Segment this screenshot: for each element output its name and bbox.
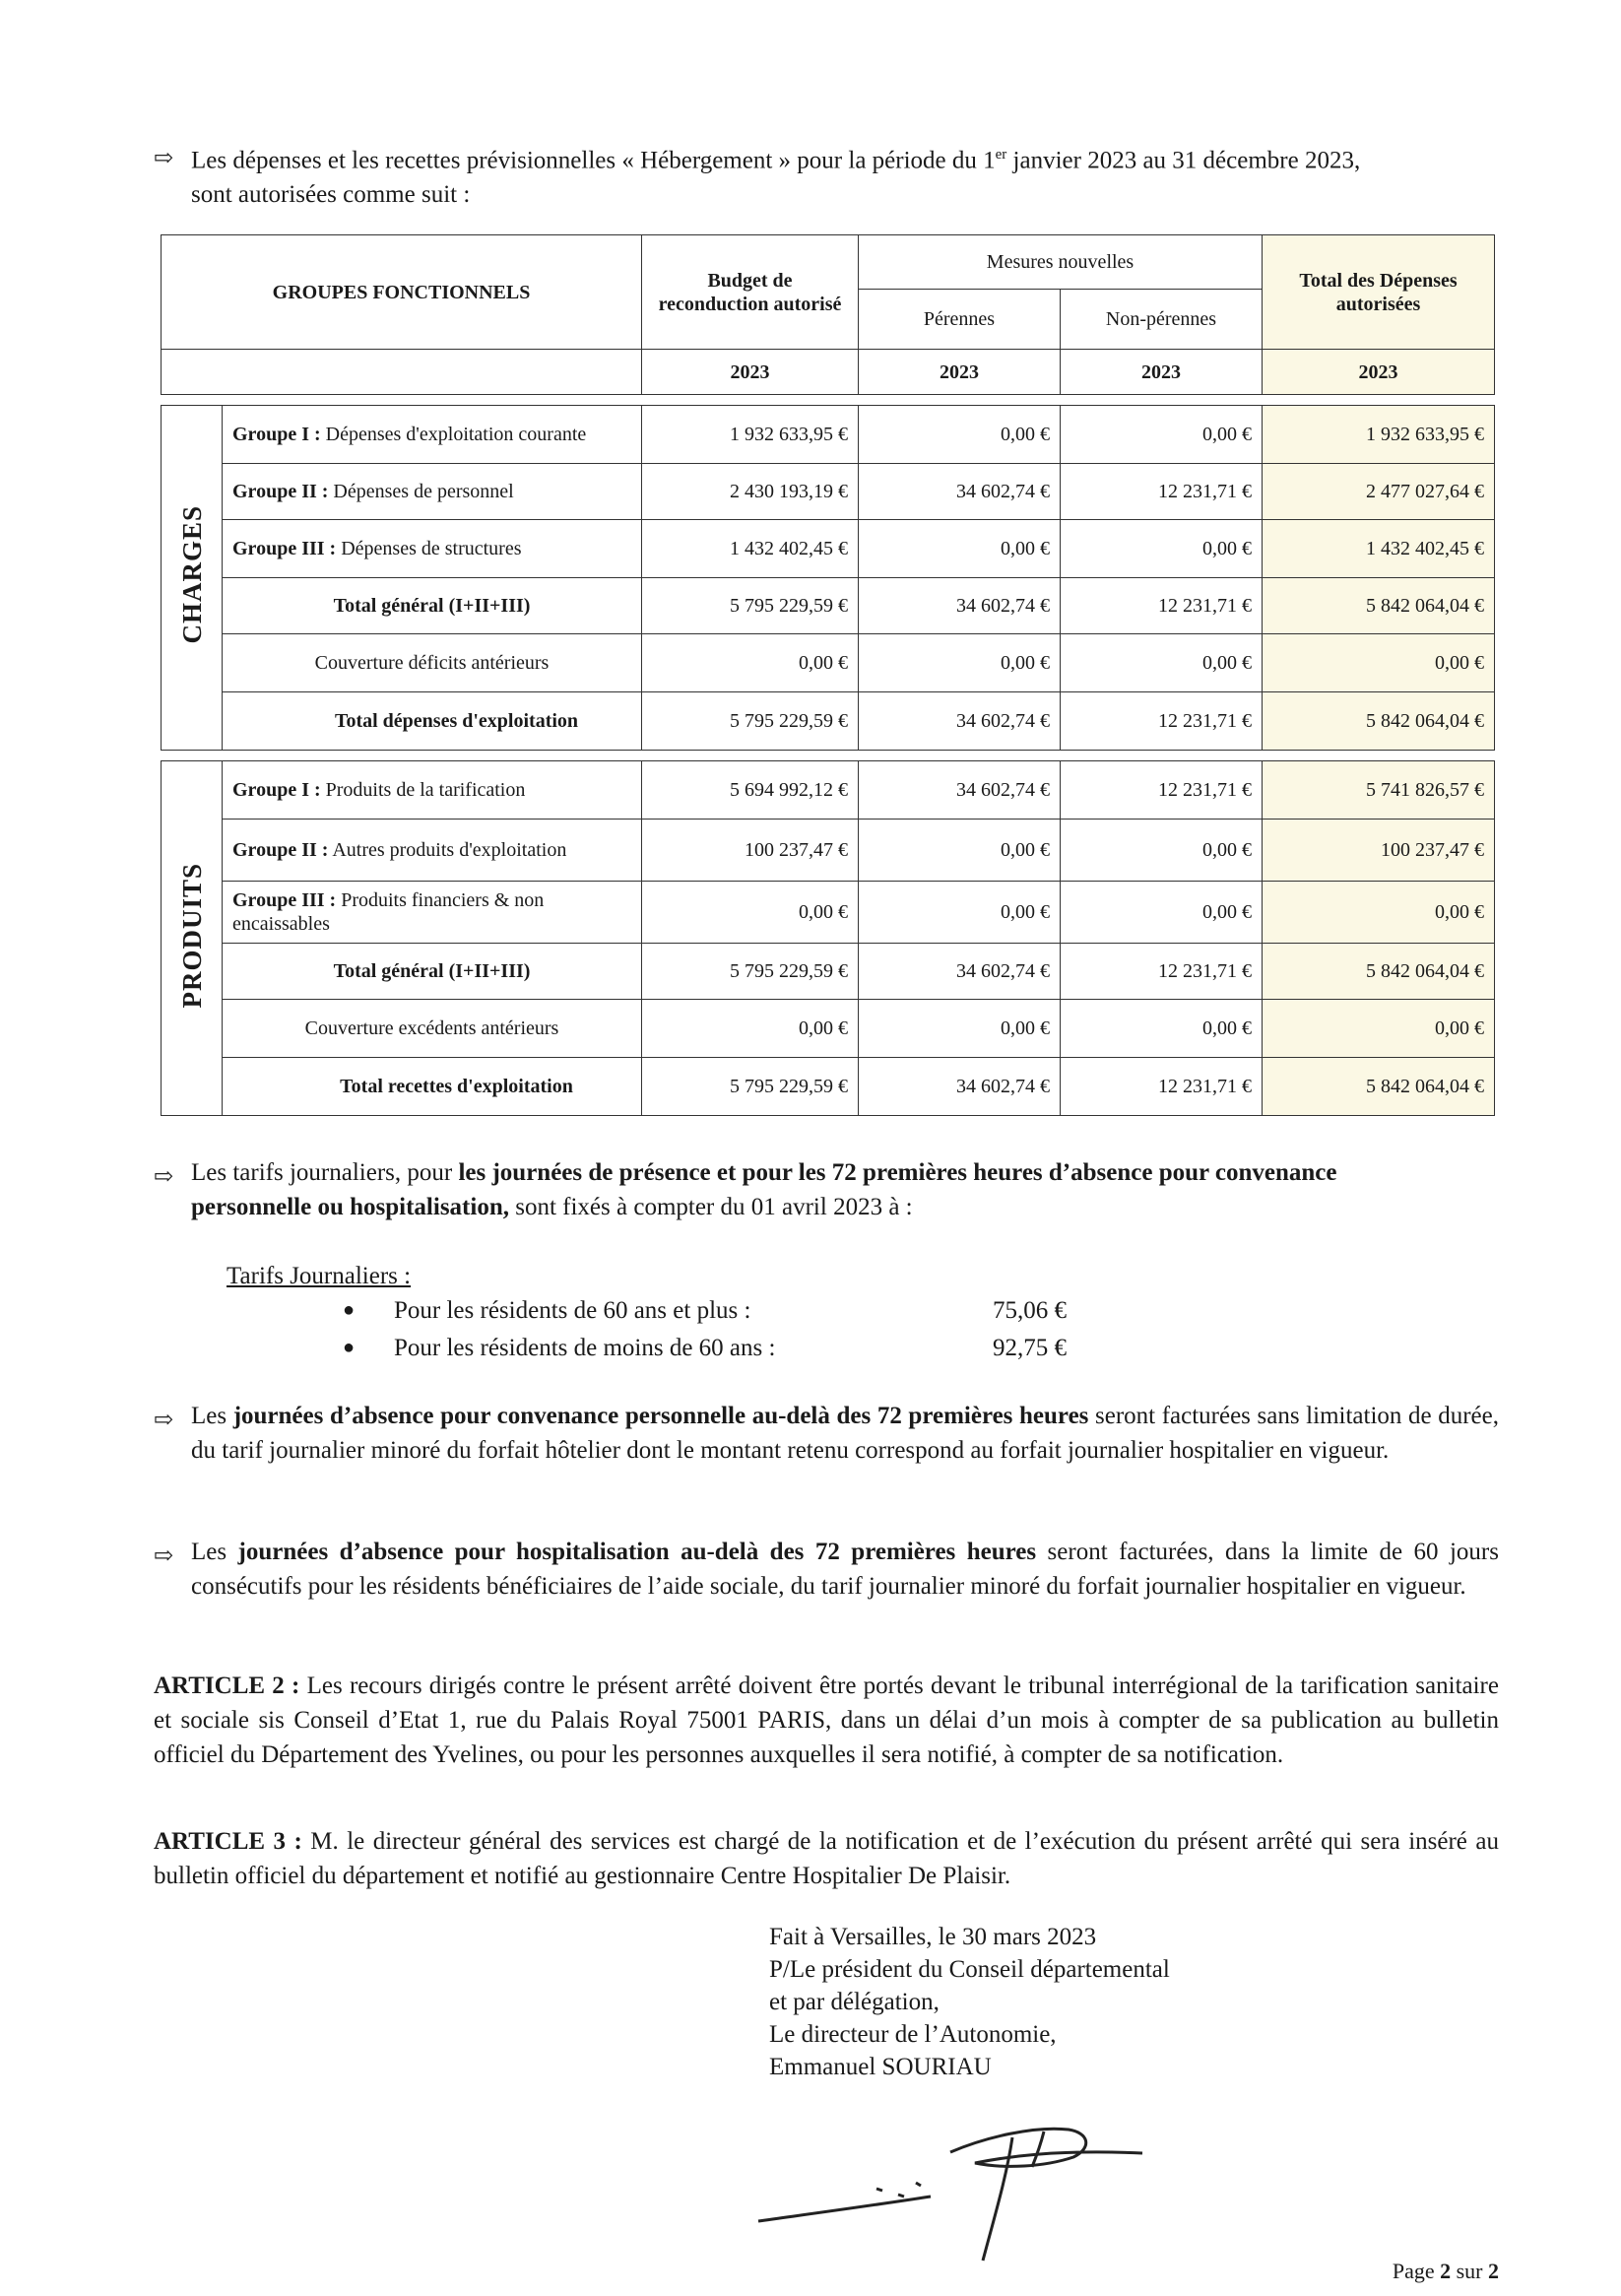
row-label: Autres produits d'exploitation (328, 839, 567, 861)
cell-perennes: 34 602,74 € (859, 692, 1061, 751)
row-label: Dépenses d'exploitation courante (320, 424, 587, 445)
header-non-perennes: Non-pérennes (1061, 290, 1263, 350)
cell-budget: 2 430 193,19 € (642, 464, 859, 520)
header-mesures: Mesures nouvelles (859, 235, 1263, 290)
header-year: 2023 (859, 350, 1061, 395)
cell-perennes: 34 602,74 € (859, 1058, 1061, 1116)
handwritten-signature (748, 2098, 1162, 2265)
absence-personnelle-paragraph (191, 1399, 1499, 1468)
cell-budget: 5 694 992,12 € (642, 761, 859, 820)
intro-sup: er (995, 147, 1007, 163)
row-label: Total dépenses d'exploitation (223, 692, 642, 751)
cell-total: 5 842 064,04 € (1263, 578, 1495, 634)
cell-non-perennes: 12 231,71 € (1061, 761, 1263, 820)
bullet-icon: ● (343, 1337, 356, 1358)
tarif-value: 92,75 € (993, 1335, 1067, 1361)
cell-non-perennes: 12 231,71 € (1061, 578, 1263, 634)
cell-total: 0,00 € (1263, 634, 1495, 692)
cell-perennes: 0,00 € (859, 634, 1061, 692)
cell-perennes: 34 602,74 € (859, 464, 1061, 520)
hospit-prefix: Les (191, 1539, 238, 1565)
signer-name: Emmanuel SOURIAU (769, 2054, 992, 2080)
group-name: Groupe I : (232, 779, 321, 801)
cell-total: 0,00 € (1263, 1000, 1495, 1058)
cell-total: 1 932 633,95 € (1263, 406, 1495, 464)
arrow-icon: ⇨ (154, 1543, 174, 1569)
cell-budget: 100 237,47 € (642, 820, 859, 882)
table-row (162, 634, 1495, 692)
list-item (227, 1293, 1067, 1331)
row-label: Dépenses de personnel (328, 481, 514, 502)
cell-budget: 5 795 229,59 € (642, 944, 859, 1000)
charges-section-label: CHARGES (162, 406, 223, 751)
row-label: Total général (I+II+III) (223, 578, 642, 634)
group-name: Groupe II : (232, 839, 329, 861)
cell-budget: 5 795 229,59 € (642, 1058, 859, 1116)
table-row (162, 692, 1495, 751)
table-row (162, 464, 1495, 520)
signature-line: et par délégation, (769, 1989, 940, 2015)
article-3-text: M. le directeur général des services est chargé de la notification et de l’exécution du présent arrêté qui sera inséré au bulletin officiel du département et notifié au gestionnaire Centre Hospitalier De Plaisir. (154, 1828, 1499, 1889)
tarif-label: Pour les résidents de 60 ans et plus : (394, 1297, 751, 1324)
tarif-value: 75,06 € (993, 1297, 1067, 1324)
header-year-empty (162, 350, 642, 395)
cell-total: 5 741 826,57 € (1263, 761, 1495, 820)
cell-non-perennes: 12 231,71 € (1061, 944, 1263, 1000)
cell-budget: 1 932 633,95 € (642, 406, 859, 464)
row-label: Produits de la tarification (320, 779, 526, 801)
intro-line2: sont autorisées comme suit : (191, 181, 471, 209)
hospit-bold: journées d’absence pour hospitalisation au-delà des 72 premières heures (237, 1539, 1037, 1565)
signature-line: P/Le président du Conseil départemental (769, 1956, 1170, 1983)
intro-text: Les dépenses et les recettes prévisionnelles « Hébergement » pour la période du 1 (191, 147, 996, 174)
absence-bold: journées d’absence pour convenance personnelle au-delà des 72 premières heures (232, 1403, 1089, 1429)
absence-suffix: seront facturées sans limitation de durée, du tarif journalier minoré du forfait hôtelier dont le montant retenu correspond au forfait journalier hospitalier en vigueur. (191, 1403, 1499, 1464)
row-label: Dépenses de structures (336, 538, 522, 559)
header-perennes: Pérennes (859, 290, 1061, 350)
article-2-title: ARTICLE 2 : (154, 1673, 300, 1699)
cell-budget: 0,00 € (642, 1000, 859, 1058)
cell-budget: 5 795 229,59 € (642, 692, 859, 751)
table-row (162, 1000, 1495, 1058)
cell-perennes: 34 602,74 € (859, 761, 1061, 820)
cell-perennes: 0,00 € (859, 520, 1061, 578)
cell-total: 5 842 064,04 € (1263, 692, 1495, 751)
cell-perennes: 34 602,74 € (859, 578, 1061, 634)
hospit-suffix: seront facturées, dans la limite de 60 jours consécutifs pour les résidents bénéficiaires de l’aide sociale, du tarif journalier minoré du forfait journalier hospitalier en vigueur. (191, 1539, 1499, 1600)
group-name: Groupe II : (232, 481, 329, 502)
tarifs-suffix: sont fixés à compter du 01 avril 2023 à : (508, 1194, 913, 1220)
tarif-label: Pour les résidents de moins de 60 ans : (394, 1335, 776, 1361)
cell-non-perennes: 0,00 € (1061, 1000, 1263, 1058)
row-label: Total recettes d'exploitation (223, 1058, 642, 1116)
cell-non-perennes: 12 231,71 € (1061, 692, 1263, 751)
group-name: Groupe III : (232, 538, 337, 559)
cell-non-perennes: 12 231,71 € (1061, 1058, 1263, 1116)
article-3 (154, 1824, 1499, 1893)
table-row (162, 944, 1495, 1000)
group-name: Groupe I : (232, 424, 321, 445)
group-name: Groupe III : (232, 889, 337, 911)
intro-paragraph (191, 138, 1501, 212)
table-row (162, 820, 1495, 882)
cell-non-perennes: 0,00 € (1061, 882, 1263, 944)
cell-total: 1 432 402,45 € (1263, 520, 1495, 578)
cell-total: 5 842 064,04 € (1263, 1058, 1495, 1116)
header-year: 2023 (1061, 350, 1263, 395)
row-label: Produits financiers & non encaissables (232, 889, 545, 935)
cell-budget: 5 795 229,59 € (642, 578, 859, 634)
cell-non-perennes: 0,00 € (1061, 520, 1263, 578)
list-item (227, 1331, 1067, 1368)
intro-text-after: janvier 2023 au 31 décembre 2023, (1006, 147, 1361, 174)
cell-non-perennes: 12 231,71 € (1061, 464, 1263, 520)
header-total: Total des Dépenses autorisées (1263, 235, 1495, 350)
cell-non-perennes: 0,00 € (1061, 406, 1263, 464)
cell-non-perennes: 0,00 € (1061, 820, 1263, 882)
tarifs-title: Tarifs Journaliers : (227, 1263, 412, 1289)
page-number: Page 2 sur 2 (1392, 2259, 1499, 2283)
table-row (162, 761, 1495, 820)
cell-non-perennes: 0,00 € (1061, 634, 1263, 692)
article-3-title: ARTICLE 3 : (154, 1828, 302, 1855)
cell-perennes: 0,00 € (859, 882, 1061, 944)
tarifs-bold: les journées de présence et pour les 72 premières heures d’absence pour convenance (458, 1159, 1337, 1186)
article-2-text: Les recours dirigés contre le présent arrêté doivent être portés devant le tribunal interrégional de la tarification sanitaire et sociale sis Conseil d’Etat 1, rue du Palais Royal 75001 PARIS, dans un délai d’un mois à compter de sa publication au bulletin officiel du Département des Yvelines, ou pour les personnes auxquelles il sera notifié, à compter de sa notification. (154, 1673, 1499, 1768)
cell-budget: 0,00 € (642, 634, 859, 692)
cell-perennes: 0,00 € (859, 820, 1061, 882)
arrow-icon: ⇨ (154, 1164, 174, 1190)
signature-line: Fait à Versailles, le 30 mars 2023 (769, 1924, 1097, 1950)
cell-total: 5 842 064,04 € (1263, 944, 1495, 1000)
cell-budget: 0,00 € (642, 882, 859, 944)
header-year: 2023 (642, 350, 859, 395)
cell-budget: 1 432 402,45 € (642, 520, 859, 578)
tarifs-prefix: Les tarifs journaliers, pour (191, 1159, 459, 1186)
header-budget: Budget de reconduction autorisé (642, 235, 859, 350)
signature-block (769, 1921, 1170, 2083)
row-label: Total général (I+II+III) (223, 944, 642, 1000)
table-row (162, 520, 1495, 578)
cell-total: 0,00 € (1263, 882, 1495, 944)
header-groupes: GROUPES FONCTIONNELS (162, 235, 642, 350)
tarifs-list (227, 1259, 1067, 1368)
cell-total: 100 237,47 € (1263, 820, 1495, 882)
table-row (162, 406, 1495, 464)
produits-section-label: PRODUITS (162, 761, 223, 1116)
tarifs-bold2: personnelle ou hospitalisation, (191, 1194, 509, 1220)
arrow-icon: ⇨ (154, 1408, 174, 1433)
signature-line: Le directeur de l’Autonomie, (769, 2021, 1057, 2048)
header-year: 2023 (1263, 350, 1495, 395)
cell-perennes: 0,00 € (859, 406, 1061, 464)
cell-perennes: 34 602,74 € (859, 944, 1061, 1000)
bullet-icon: ● (343, 1299, 356, 1321)
absence-prefix: Les (191, 1403, 233, 1429)
row-label: Couverture déficits antérieurs (223, 634, 642, 692)
absence-hospitalisation-paragraph (191, 1535, 1499, 1604)
table-row (162, 578, 1495, 634)
cell-total: 2 477 027,64 € (1263, 464, 1495, 520)
table-row (162, 882, 1495, 944)
budget-table (161, 234, 1495, 1116)
arrow-icon: ⇨ (154, 146, 174, 171)
tarifs-paragraph (191, 1155, 1501, 1224)
table-row (162, 1058, 1495, 1116)
row-label: Couverture excédents antérieurs (223, 1000, 642, 1058)
article-2 (154, 1669, 1499, 1772)
cell-perennes: 0,00 € (859, 1000, 1061, 1058)
